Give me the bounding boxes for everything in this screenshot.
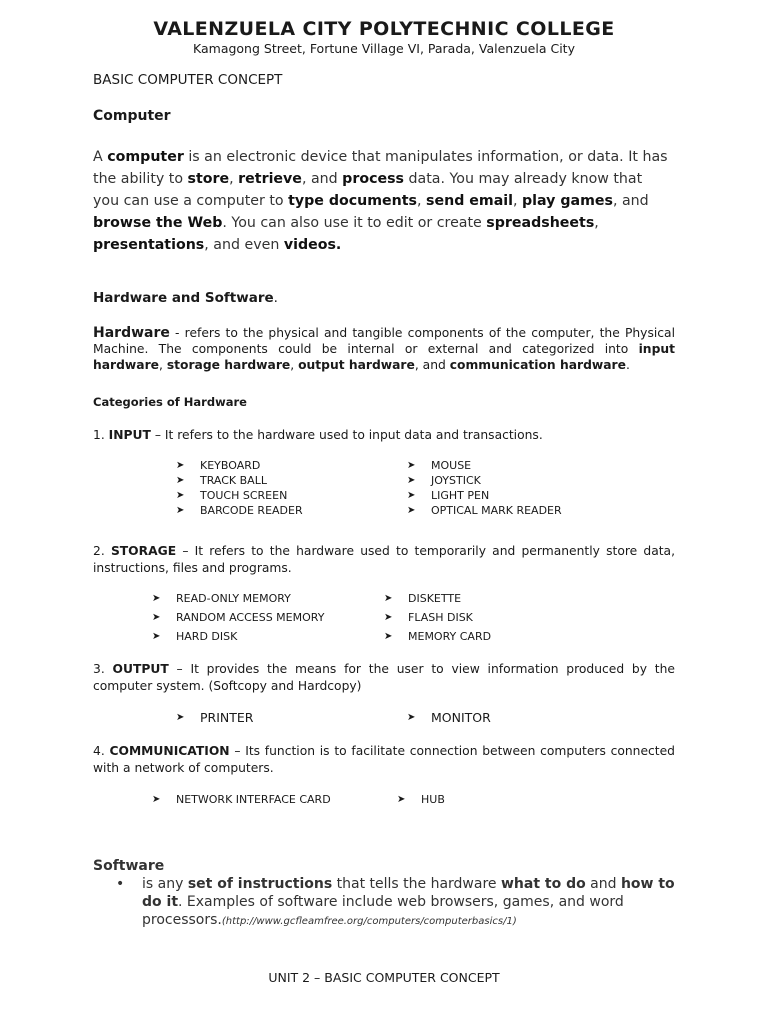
communication-paragraph: 4. COMMUNICATION – Its function is to facilitate connection between computers connected with a network of computers. — [93, 744, 675, 775]
list-item: ➤ JOYSTICK — [407, 474, 481, 487]
list-item: ➤ HUB — [397, 793, 445, 806]
list-item: ➤ BARCODE READER — [176, 504, 303, 517]
software-heading: Software — [93, 858, 165, 874]
arrow-bullet-icon: ➤ — [384, 593, 393, 604]
arrow-bullet-icon: ➤ — [152, 593, 161, 604]
computer-heading: Computer — [93, 108, 171, 124]
storage-paragraph: 2. STORAGE – It refers to the hardware used to temporarily and permanently store data, instructions, files and programs. — [93, 544, 675, 575]
input-paragraph: 1. INPUT – It refers to the hardware used to input data and transactions. — [93, 428, 543, 442]
arrow-bullet-icon: ➤ — [407, 490, 416, 501]
arrow-bullet-icon: ➤ — [176, 460, 185, 471]
arrow-bullet-icon: ➤ — [407, 505, 416, 516]
output-paragraph: 3. OUTPUT – It provides the means for the user to view information produced by the computer system. (Softcopy and Hardcopy) — [93, 662, 675, 693]
list-item: ➤ RANDOM ACCESS MEMORY — [152, 611, 325, 624]
arrow-bullet-icon: ➤ — [176, 490, 185, 501]
arrow-bullet-icon: ➤ — [152, 612, 161, 623]
list-item: ➤ TRACK BALL — [176, 474, 267, 487]
college-address: Kamagong Street, Fortune Village VI, Parada, Valenzuela City — [193, 41, 575, 56]
citation: (http://www.gcfleamfree.org/computers/computerbasics/1) — [221, 916, 517, 927]
categories-heading: Categories of Hardware — [93, 395, 247, 409]
college-name: VALENZUELA CITY POLYTECHNIC COLLEGE — [153, 18, 615, 40]
arrow-bullet-icon: ➤ — [176, 475, 185, 486]
list-item: ➤ FLASH DISK — [384, 611, 473, 624]
list-item: ➤ READ-ONLY MEMORY — [152, 592, 291, 605]
arrow-bullet-icon: ➤ — [397, 794, 406, 805]
arrow-bullet-icon: ➤ — [407, 712, 416, 723]
arrow-bullet-icon: ➤ — [384, 631, 393, 642]
list-item: ➤ DISKETTE — [384, 592, 462, 605]
arrow-bullet-icon: ➤ — [152, 794, 161, 805]
bullet-icon: • — [116, 876, 125, 892]
arrow-bullet-icon: ➤ — [407, 475, 416, 486]
list-item: ➤ OPTICAL MARK READER — [407, 504, 562, 517]
hardware-software-heading: Hardware and Software. — [93, 290, 278, 306]
page-footer: UNIT 2 – BASIC COMPUTER CONCEPT — [268, 970, 500, 985]
list-item: ➤ MONITOR — [407, 710, 491, 725]
arrow-bullet-icon: ➤ — [407, 460, 416, 471]
list-item: ➤ PRINTER — [176, 710, 254, 725]
hardware-definition: Hardware - refers to the physical and tangible components of the computer, the Physical Machine. The components could be internal or external and categorized into input hardware, storage hardware, output hardware, and communication hardware. — [93, 325, 675, 372]
unit-title: BASIC COMPUTER CONCEPT — [93, 72, 283, 88]
list-item: ➤ MOUSE — [407, 459, 472, 472]
computer-intro: A computer is an electronic device that manipulates information, or data. It has the ability to store, retrieve, and process data. You may already know that you can use a computer to type documents, send email, play games, and browse the Web. You can also use it to edit or create spreadsheets, presentations, and even videos. — [93, 149, 668, 253]
software-text: is any set of instructions that tells the hardware what to do and how to do it. Examples of software include web browsers, games, and word processors.(http://www.gcfleamfree.org/computers/computerbasics/1) — [142, 876, 675, 928]
arrow-bullet-icon: ➤ — [176, 505, 185, 516]
list-item: ➤ HARD DISK — [152, 630, 238, 643]
arrow-bullet-icon: ➤ — [176, 712, 185, 723]
arrow-bullet-icon: ➤ — [384, 612, 393, 623]
arrow-bullet-icon: ➤ — [152, 631, 161, 642]
list-item: ➤ NETWORK INTERFACE CARD — [152, 793, 331, 806]
list-item: ➤ LIGHT PEN — [407, 489, 490, 502]
list-item: ➤ KEYBOARD — [176, 459, 261, 472]
list-item: ➤ TOUCH SCREEN — [176, 489, 288, 502]
list-item: ➤ MEMORY CARD — [384, 630, 492, 643]
